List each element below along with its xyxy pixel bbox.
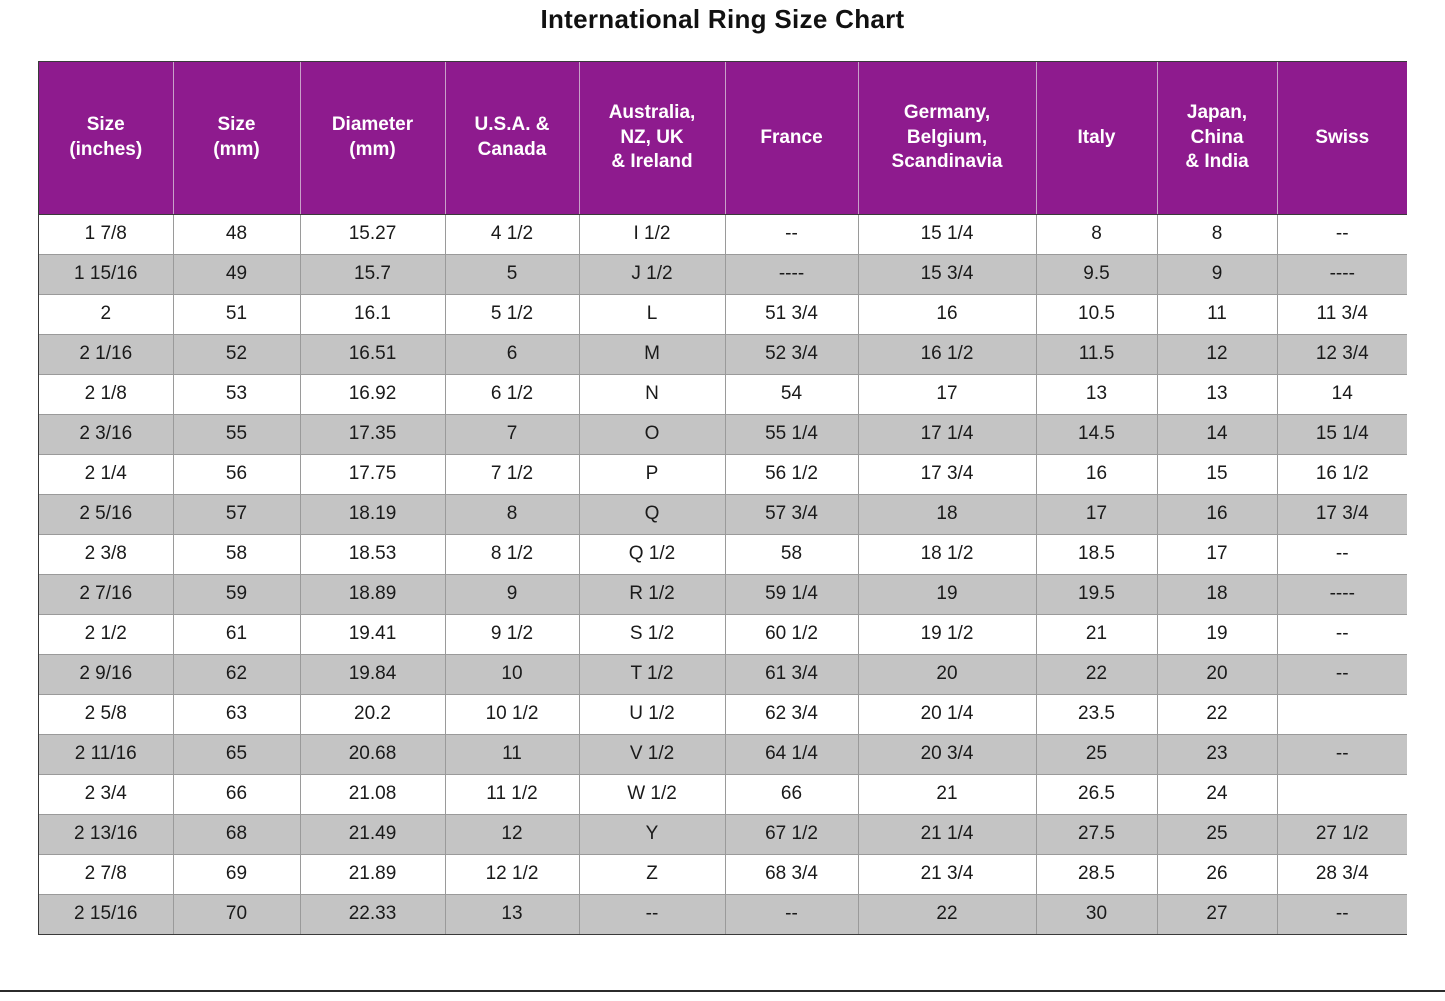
- table-cell: ----: [1277, 254, 1407, 294]
- table-cell: 25: [1036, 734, 1157, 774]
- table-cell: 21: [1036, 614, 1157, 654]
- table-row: [39, 774, 1407, 814]
- table-cell: 19: [858, 574, 1036, 614]
- table-cell: 11: [445, 734, 579, 774]
- table-cell: 30: [1036, 894, 1157, 934]
- table-cell: 21 1/4: [858, 814, 1036, 854]
- table-cell: 48: [173, 214, 300, 254]
- table-cell: 20.2: [300, 694, 445, 734]
- table-cell: 7 1/2: [445, 454, 579, 494]
- table-cell: 20: [1157, 654, 1277, 694]
- column-header: Size (inches): [39, 62, 173, 214]
- column-header: Size (mm): [173, 62, 300, 214]
- table-row: [39, 614, 1407, 654]
- table-row: [39, 454, 1407, 494]
- table-row: [39, 574, 1407, 614]
- table-cell: 27 1/2: [1277, 814, 1407, 854]
- table-cell: 18.89: [300, 574, 445, 614]
- table-cell: 20 1/4: [858, 694, 1036, 734]
- table-cell: 16.1: [300, 294, 445, 334]
- table-cell: 49: [173, 254, 300, 294]
- table-cell: 69: [173, 854, 300, 894]
- table-cell: L: [579, 294, 725, 334]
- table-cell: 4 1/2: [445, 214, 579, 254]
- table-cell: 66: [725, 774, 858, 814]
- table-cell: 8: [1036, 214, 1157, 254]
- table-cell: W 1/2: [579, 774, 725, 814]
- table-cell: 10 1/2: [445, 694, 579, 734]
- table-row: [39, 814, 1407, 854]
- table-cell: 13: [1157, 374, 1277, 414]
- table-cell: 17: [1036, 494, 1157, 534]
- table-cell: 18: [858, 494, 1036, 534]
- table-cell: 21: [858, 774, 1036, 814]
- table-cell: 26.5: [1036, 774, 1157, 814]
- table-cell: 2 7/16: [39, 574, 173, 614]
- table-cell: 19.5: [1036, 574, 1157, 614]
- table-cell: 52: [173, 334, 300, 374]
- table-cell: 17: [1157, 534, 1277, 574]
- table-cell: 12: [1157, 334, 1277, 374]
- table-cell: 5 1/2: [445, 294, 579, 334]
- ring-size-table-container: [38, 61, 1407, 935]
- table-cell: 1 15/16: [39, 254, 173, 294]
- table-cell: 17 3/4: [858, 454, 1036, 494]
- table-cell: 10: [445, 654, 579, 694]
- table-cell: 18 1/2: [858, 534, 1036, 574]
- table-cell: I 1/2: [579, 214, 725, 254]
- table-cell: 19.84: [300, 654, 445, 694]
- table-cell: 15 3/4: [858, 254, 1036, 294]
- table-cell: 2 3/4: [39, 774, 173, 814]
- table-cell: 58: [173, 534, 300, 574]
- column-header: France: [725, 62, 858, 214]
- table-cell: 8: [1157, 214, 1277, 254]
- table-cell: 59 1/4: [725, 574, 858, 614]
- table-cell: --: [725, 214, 858, 254]
- table-cell: 21 3/4: [858, 854, 1036, 894]
- table-cell: S 1/2: [579, 614, 725, 654]
- table-cell: 15: [1157, 454, 1277, 494]
- table-cell: 60 1/2: [725, 614, 858, 654]
- table-cell: 13: [445, 894, 579, 934]
- table-cell: 16: [858, 294, 1036, 334]
- bottom-divider: [0, 990, 1445, 1001]
- table-cell: --: [579, 894, 725, 934]
- table-cell: 57 3/4: [725, 494, 858, 534]
- table-body: [39, 214, 1407, 934]
- table-cell: 19 1/2: [858, 614, 1036, 654]
- table-cell: 51: [173, 294, 300, 334]
- table-cell: 9: [445, 574, 579, 614]
- table-row: [39, 494, 1407, 534]
- table-cell: 68: [173, 814, 300, 854]
- table-cell: 8: [445, 494, 579, 534]
- table-cell: 21.89: [300, 854, 445, 894]
- table-cell: 20 3/4: [858, 734, 1036, 774]
- table-cell: 1 7/8: [39, 214, 173, 254]
- table-cell: 2: [39, 294, 173, 334]
- table-cell: Q 1/2: [579, 534, 725, 574]
- table-cell: 18: [1157, 574, 1277, 614]
- table-cell: 6 1/2: [445, 374, 579, 414]
- table-cell: 21.08: [300, 774, 445, 814]
- table-cell: [1277, 774, 1407, 814]
- table-row: [39, 374, 1407, 414]
- table-row: [39, 694, 1407, 734]
- table-cell: 18.19: [300, 494, 445, 534]
- table-cell: 17 3/4: [1277, 494, 1407, 534]
- table-cell: 7: [445, 414, 579, 454]
- table-cell: Y: [579, 814, 725, 854]
- table-cell: 6: [445, 334, 579, 374]
- table-cell: ----: [1277, 574, 1407, 614]
- table-cell: 15 1/4: [1277, 414, 1407, 454]
- table-cell: 12 1/2: [445, 854, 579, 894]
- table-cell: [1277, 694, 1407, 734]
- table-cell: 67 1/2: [725, 814, 858, 854]
- table-cell: 2 11/16: [39, 734, 173, 774]
- table-cell: 20.68: [300, 734, 445, 774]
- table-cell: Z: [579, 854, 725, 894]
- table-cell: 21.49: [300, 814, 445, 854]
- table-cell: 22: [858, 894, 1036, 934]
- table-cell: 16: [1157, 494, 1277, 534]
- table-cell: 58: [725, 534, 858, 574]
- table-cell: 2 3/8: [39, 534, 173, 574]
- table-cell: 28 3/4: [1277, 854, 1407, 894]
- table-cell: ----: [725, 254, 858, 294]
- table-row: [39, 254, 1407, 294]
- column-header: Swiss: [1277, 62, 1407, 214]
- table-cell: 8 1/2: [445, 534, 579, 574]
- table-cell: 25: [1157, 814, 1277, 854]
- table-cell: U 1/2: [579, 694, 725, 734]
- table-cell: 11 1/2: [445, 774, 579, 814]
- column-header: Australia, NZ, UK & Ireland: [579, 62, 725, 214]
- table-cell: 56: [173, 454, 300, 494]
- table-cell: R 1/2: [579, 574, 725, 614]
- table-cell: 15.27: [300, 214, 445, 254]
- table-cell: V 1/2: [579, 734, 725, 774]
- table-cell: 62: [173, 654, 300, 694]
- table-cell: 16 1/2: [1277, 454, 1407, 494]
- column-header: Japan, China & India: [1157, 62, 1277, 214]
- table-cell: 11: [1157, 294, 1277, 334]
- table-row: [39, 734, 1407, 774]
- table-cell: 15.7: [300, 254, 445, 294]
- table-cell: 2 1/4: [39, 454, 173, 494]
- table-cell: 17.75: [300, 454, 445, 494]
- table-cell: J 1/2: [579, 254, 725, 294]
- table-cell: 66: [173, 774, 300, 814]
- table-cell: 2 3/16: [39, 414, 173, 454]
- table-cell: T 1/2: [579, 654, 725, 694]
- table-cell: 23.5: [1036, 694, 1157, 734]
- table-cell: 22: [1036, 654, 1157, 694]
- table-row: [39, 334, 1407, 374]
- table-cell: 10.5: [1036, 294, 1157, 334]
- table-cell: O: [579, 414, 725, 454]
- table-cell: 22: [1157, 694, 1277, 734]
- table-cell: 26: [1157, 854, 1277, 894]
- table-cell: 16.51: [300, 334, 445, 374]
- table-row: [39, 894, 1407, 934]
- table-cell: --: [1277, 734, 1407, 774]
- table-cell: 56 1/2: [725, 454, 858, 494]
- table-cell: 16: [1036, 454, 1157, 494]
- table-cell: 2 1/16: [39, 334, 173, 374]
- table-cell: 28.5: [1036, 854, 1157, 894]
- table-cell: 9.5: [1036, 254, 1157, 294]
- table-cell: --: [725, 894, 858, 934]
- table-cell: 64 1/4: [725, 734, 858, 774]
- table-cell: 2 13/16: [39, 814, 173, 854]
- table-cell: --: [1277, 614, 1407, 654]
- table-cell: 57: [173, 494, 300, 534]
- table-cell: 19: [1157, 614, 1277, 654]
- table-row: [39, 854, 1407, 894]
- table-cell: 17 1/4: [858, 414, 1036, 454]
- table-cell: Q: [579, 494, 725, 534]
- table-cell: 59: [173, 574, 300, 614]
- table-cell: 18.53: [300, 534, 445, 574]
- column-header: Germany, Belgium, Scandinavia: [858, 62, 1036, 214]
- table-row: [39, 414, 1407, 454]
- table-cell: 61 3/4: [725, 654, 858, 694]
- table-cell: 16.92: [300, 374, 445, 414]
- table-cell: 22.33: [300, 894, 445, 934]
- table-cell: 63: [173, 694, 300, 734]
- table-cell: 18.5: [1036, 534, 1157, 574]
- table-cell: 27.5: [1036, 814, 1157, 854]
- table-cell: --: [1277, 654, 1407, 694]
- table-cell: 55 1/4: [725, 414, 858, 454]
- table-cell: 5: [445, 254, 579, 294]
- table-cell: 2 5/8: [39, 694, 173, 734]
- table-cell: 2 9/16: [39, 654, 173, 694]
- table-cell: 68 3/4: [725, 854, 858, 894]
- table-cell: 17: [858, 374, 1036, 414]
- table-cell: 9 1/2: [445, 614, 579, 654]
- table-cell: 12: [445, 814, 579, 854]
- table-cell: 16 1/2: [858, 334, 1036, 374]
- ring-size-table: [39, 62, 1407, 934]
- table-header-row: [39, 62, 1407, 214]
- table-cell: 17.35: [300, 414, 445, 454]
- table-cell: 51 3/4: [725, 294, 858, 334]
- table-cell: --: [1277, 894, 1407, 934]
- table-cell: 2 7/8: [39, 854, 173, 894]
- column-header: U.S.A. & Canada: [445, 62, 579, 214]
- table-row: [39, 214, 1407, 254]
- table-cell: 19.41: [300, 614, 445, 654]
- table-cell: 54: [725, 374, 858, 414]
- table-cell: P: [579, 454, 725, 494]
- table-cell: 52 3/4: [725, 334, 858, 374]
- table-cell: M: [579, 334, 725, 374]
- table-cell: 27: [1157, 894, 1277, 934]
- column-header: Diameter (mm): [300, 62, 445, 214]
- table-row: [39, 654, 1407, 694]
- table-cell: 2 5/16: [39, 494, 173, 534]
- table-cell: 70: [173, 894, 300, 934]
- page-title: International Ring Size Chart: [540, 4, 905, 34]
- column-header: Italy: [1036, 62, 1157, 214]
- table-cell: 2 1/8: [39, 374, 173, 414]
- table-cell: 62 3/4: [725, 694, 858, 734]
- table-cell: 2 15/16: [39, 894, 173, 934]
- table-cell: N: [579, 374, 725, 414]
- table-cell: 24: [1157, 774, 1277, 814]
- table-header: [39, 62, 1407, 214]
- table-cell: 14: [1277, 374, 1407, 414]
- table-row: [39, 534, 1407, 574]
- table-cell: 13: [1036, 374, 1157, 414]
- table-cell: 9: [1157, 254, 1277, 294]
- table-cell: 61: [173, 614, 300, 654]
- table-cell: --: [1277, 534, 1407, 574]
- table-cell: 14.5: [1036, 414, 1157, 454]
- table-cell: 23: [1157, 734, 1277, 774]
- table-cell: 14: [1157, 414, 1277, 454]
- table-row: [39, 294, 1407, 334]
- table-cell: --: [1277, 214, 1407, 254]
- table-cell: 20: [858, 654, 1036, 694]
- table-cell: 15 1/4: [858, 214, 1036, 254]
- table-cell: 55: [173, 414, 300, 454]
- table-cell: 53: [173, 374, 300, 414]
- table-cell: 12 3/4: [1277, 334, 1407, 374]
- table-cell: 11.5: [1036, 334, 1157, 374]
- table-cell: 11 3/4: [1277, 294, 1407, 334]
- table-cell: 2 1/2: [39, 614, 173, 654]
- table-cell: 65: [173, 734, 300, 774]
